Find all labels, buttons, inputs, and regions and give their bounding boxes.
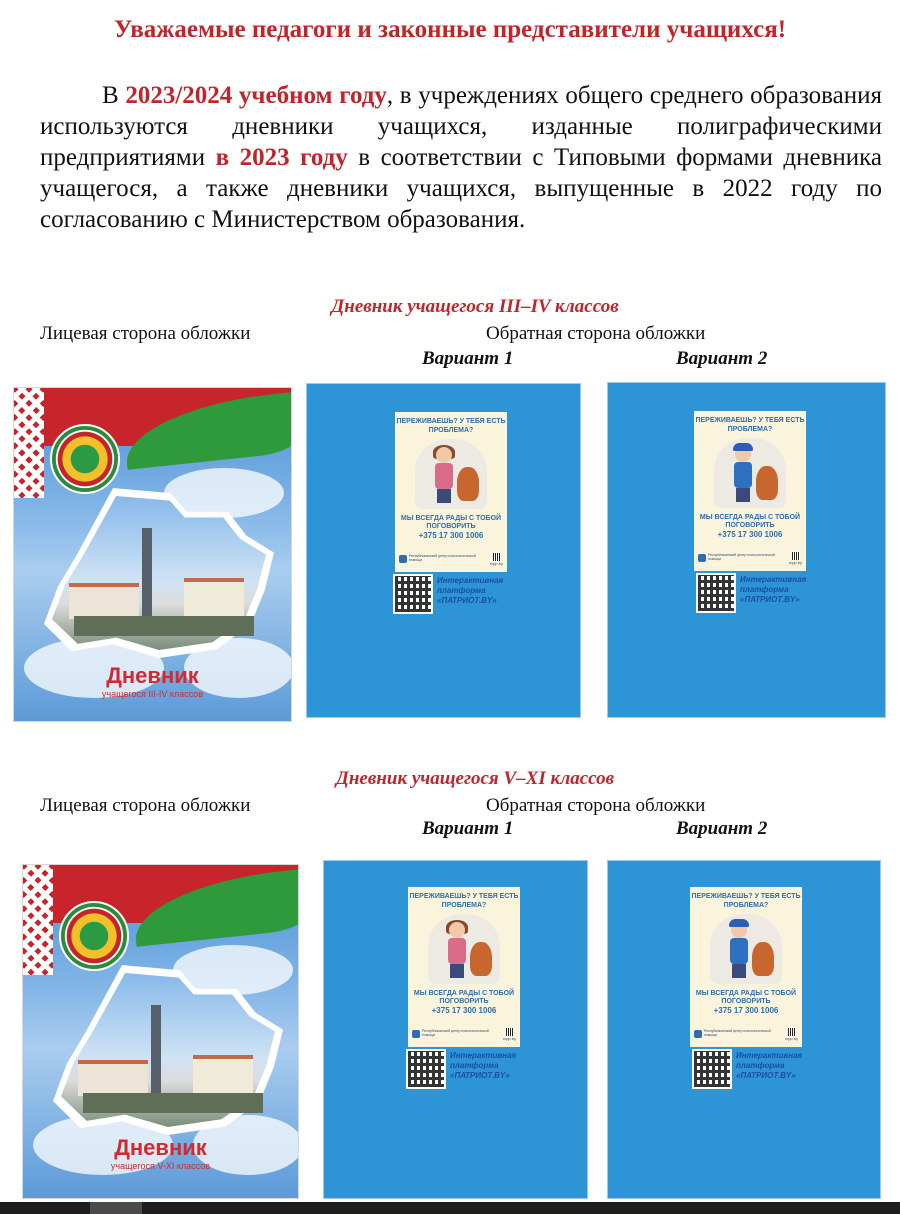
back-cover-variant-1 [323,860,588,1199]
poster-message: МЫ ВСЕГДА РАДЫ С ТОБОЙ ПОГОВОРИТЬ [400,515,502,530]
scrollbar-thumb[interactable] [90,1202,142,1214]
qr-code-icon [696,573,736,613]
front-cover-image [22,864,299,1199]
org-logo-icon [412,1030,420,1038]
poster-org: Республиканский центр психологической помощи [422,1029,489,1037]
back-cover-variant-2 [607,382,886,718]
ornament-decoration [14,388,44,498]
variant-2-label: Вариант 2 [676,818,768,839]
cover-subtitle: учащегося III-IV классов [101,689,204,699]
poster-phone: +375 17 300 1006 [431,1006,497,1015]
obelisk-monument [142,528,152,618]
cover-title: Дневник [106,663,199,688]
section-title-3-4: Дневник учащегося III–IV классов [331,296,619,317]
poster-org: Республиканский центр психологической помощи [708,553,775,561]
variant-1-label: Вариант 1 [422,348,514,369]
front-cover-label: Лицевая сторона обложки [40,795,251,816]
poster-site: rcpp.by [784,1036,798,1041]
qr-code-icon [406,1049,446,1089]
org-logo-icon [399,555,407,563]
poster-org: Республиканский центр психологической помощи [409,554,476,562]
poster-org: Республиканский центр психологической помощи [704,1029,771,1037]
poster-question: ПЕРЕЖИВАЕШЬ? У ТЕБЯ ЕСТЬ ПРОБЛЕМА? [396,418,506,434]
poster-phone: +375 17 300 1006 [717,530,783,539]
dog-illustration [457,467,479,501]
cover-subtitle: учащегося V-XI классов [110,1161,211,1171]
poster-question: ПЕРЕЖИВАЕШЬ? У ТЕБЯ ЕСТЬ ПРОБЛЕМА? [691,893,801,909]
poster-phone: +375 17 300 1006 [418,531,484,540]
help-poster [395,412,507,572]
state-emblem-icon [50,424,120,494]
qr-code-icon [692,1049,732,1089]
dog-illustration [470,942,492,976]
variant-1-label: Вариант 1 [422,818,514,839]
platform-text: Интерактивная платформа «ПАТРИОТ.BY» [437,576,504,605]
help-poster [694,411,806,571]
poster-question: ПЕРЕЖИВАЕШЬ? У ТЕБЯ ЕСТЬ ПРОБЛЕМА? [409,893,519,909]
para-highlight-2023: в 2023 году [215,144,348,171]
state-emblem-icon [59,901,129,971]
front-cover-label: Лицевая сторона обложки [40,323,251,344]
qr-block [696,573,814,613]
qr-block [393,574,511,614]
para-text-1: В [102,82,126,109]
poster-phone: +375 17 300 1006 [713,1006,779,1015]
org-logo-icon [698,554,706,562]
ornament-decoration [23,865,53,975]
para-highlight-year: 2023/2024 учебном году [125,82,387,109]
poster-message: МЫ ВСЕГДА РАДЫ С ТОБОЙ ПОГОВОРИТЬ [413,990,515,1005]
qr-block [406,1049,524,1089]
help-poster [408,887,520,1047]
dog-illustration [756,466,778,500]
para-text-2: , в учреждениях общего среднего образования используются дневники учащихся, изданные полиграфическими предприятиями [40,82,882,171]
platform-text: Интерактивная платформа «ПАТРИОТ.BY» [736,1051,803,1080]
section-title-5-11: Дневник учащегося V–XI классов [335,768,615,789]
platform-text: Интерактивная платформа «ПАТРИОТ.BY» [740,575,807,604]
bottom-bar [0,1202,900,1214]
back-cover-variant-2 [607,860,881,1199]
variant-2-label: Вариант 2 [676,348,768,369]
intro-paragraph [40,80,882,235]
back-cover-label: Обратная сторона обложки [486,795,706,816]
qr-code-icon [393,574,433,614]
help-poster [690,887,802,1047]
poster-site: rcpp.by [489,561,503,566]
poster-question: ПЕРЕЖИВАЕШЬ? У ТЕБЯ ЕСТЬ ПРОБЛЕМА? [695,417,805,433]
poster-site: rcpp.by [788,560,802,565]
cover-title: Дневник [114,1135,207,1160]
obelisk-monument [151,1005,161,1095]
para-text-3: в соответствии с Типовыми формами дневника учащегося, а также дневники учащихся, выпущенные в 2022 году по согласованию с Министерством образования. [40,144,882,233]
qr-block [692,1049,810,1089]
poster-message: МЫ ВСЕГДА РАДЫ С ТОБОЙ ПОГОВОРИТЬ [699,514,801,529]
org-logo-icon [694,1030,702,1038]
page-headline: Уважаемые педагоги и законные представители учащихся! [113,16,787,43]
dog-illustration [752,942,774,976]
back-cover-variant-1 [306,383,581,718]
back-cover-label: Обратная сторона обложки [486,323,706,344]
front-cover-image [13,387,292,722]
platform-text: Интерактивная платформа «ПАТРИОТ.BY» [450,1051,517,1080]
poster-site: rcpp.by [502,1036,516,1041]
poster-message: МЫ ВСЕГДА РАДЫ С ТОБОЙ ПОГОВОРИТЬ [695,990,797,1005]
